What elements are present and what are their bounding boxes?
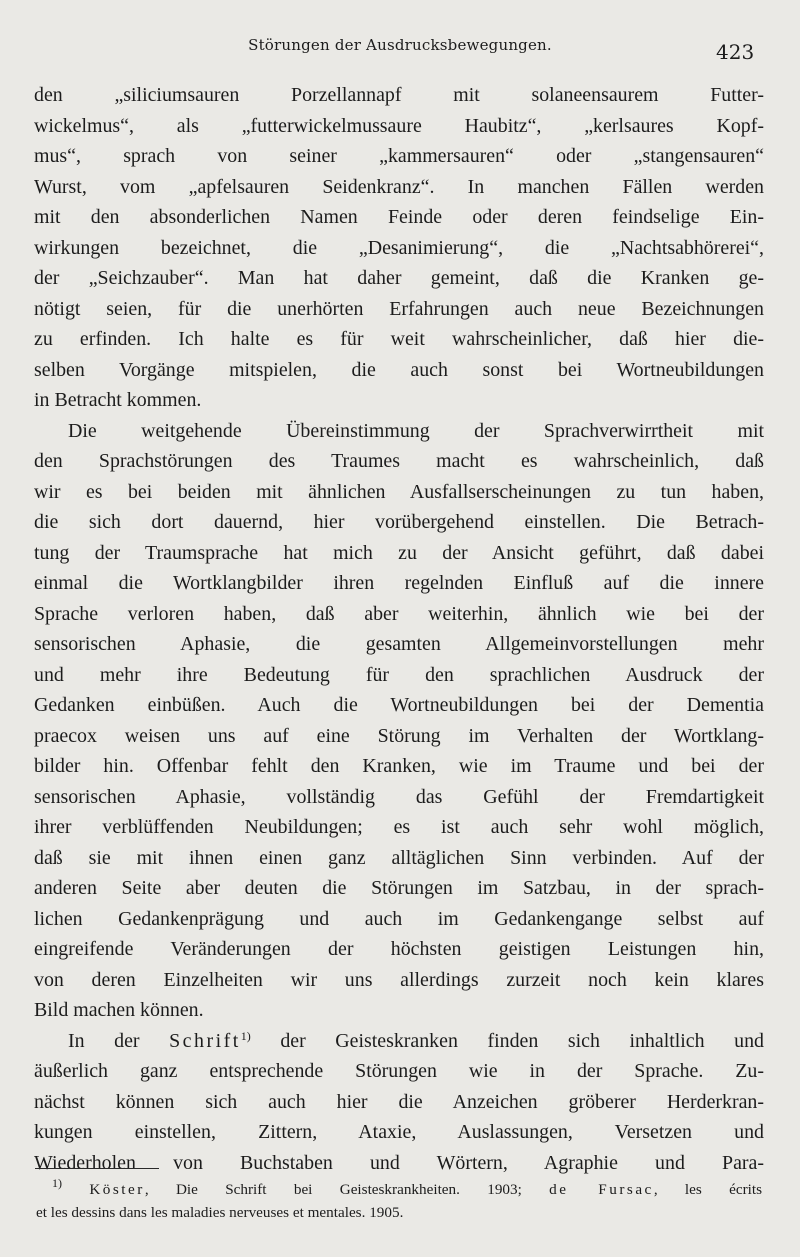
text-line: wirkungen bezeichnet, die „Desanimierung“, die „Nachtsabhörerei“, — [34, 236, 764, 259]
schrift-line-after: der Geisteskranken finden sich inhaltlich und — [250, 1029, 764, 1052]
body-text — [34, 80, 764, 1178]
paragraph-end-line: Bild machen können. — [34, 999, 204, 1021]
text-line: bilder hin. Offenbar fehlt den Kranken, wie im Traume und bei der — [34, 755, 764, 777]
paragraph-end-line: in Betracht kommen. — [34, 389, 202, 411]
spaced-emphasis: Schrift — [169, 1029, 241, 1052]
text-line: Wurst, vom „apfelsauren Seidenkranz“. In manchen Fällen werden — [34, 175, 764, 198]
text-line: nächst können sich auch hier die Anzeichen gröberer Herderkran- — [34, 1090, 764, 1113]
schrift-line-before: In der — [68, 1029, 170, 1052]
footnote-marker: 1) — [52, 1176, 62, 1190]
text-line: praecox weisen uns auf eine Störung im Verhalten der Wortklang- — [34, 724, 764, 747]
text-line: wir es bei beiden mit ähnlichen Ausfallserscheinungen zu tun haben, — [34, 480, 764, 503]
text-line: anderen Seite aber deuten die Störungen im Satzbau, in der sprach- — [34, 877, 764, 899]
footnote-text: , les écrits — [653, 1181, 763, 1198]
text-line: nötigt seien, für die unerhörten Erfahrungen auch neue Bezeichnungen — [34, 297, 764, 320]
text-line: Gedanken einbüßen. Auch die Wortneubildungen bei der Dementia — [34, 694, 764, 716]
text-line: wickelmus“, als „futterwickelmussaure Haubitz“, „kerlsaures Kopf- — [34, 114, 764, 137]
paragraph-start-line: Die weitgehende Übereinstimmung der Sprachverwirrtheit mit — [68, 419, 764, 442]
text-line: von deren Einzelheiten wir uns allerdings zurzeit noch kein klares — [34, 968, 764, 991]
footnote-line — [36, 1178, 762, 1201]
text-line: und mehr ihre Bedeutung für den sprachlichen Ausdruck der — [34, 663, 764, 686]
footnote-author: Köster — [89, 1181, 145, 1198]
running-head: Störungen der Ausdrucksbewegungen. — [248, 36, 552, 54]
footnote-marker[interactable]: 1) — [240, 1028, 251, 1043]
footnote-line: et les dessins dans les maladies nerveuses et mentales. 1905. — [36, 1204, 404, 1221]
page-number: 423 — [716, 40, 755, 64]
text-line: den Sprachstörungen des Traumes macht es wahrscheinlich, daß — [34, 450, 764, 472]
text-line: Sprache verloren haben, daß aber weiterhin, ähnlich wie bei der — [34, 602, 764, 625]
text-line: daß sie mit ihnen einen ganz alltäglichen Sinn verbinden. Auf der — [34, 846, 764, 869]
footnote-divider — [35, 1168, 159, 1169]
text-line: ihrer verblüffenden Neubildungen; es ist auch sehr wohl möglich, — [34, 816, 764, 838]
text-line: die sich dort dauernd, hier vorübergehend einstellen. Die Betrach- — [34, 511, 764, 533]
paragraph-start-line — [34, 1026, 764, 1057]
text-line: sensorischen Aphasie, vollständig das Gefühl der Fremdartigkeit — [34, 785, 764, 808]
text-line: lichen Gedankenprägung und auch im Gedankengange selbst auf — [34, 907, 764, 930]
footnote-text: , Die Schrift bei Geisteskrankheiten. 1903; — [144, 1181, 550, 1198]
text-line: einmal die Wortklangbilder ihren regelnden Einfluß auf die innere — [34, 572, 764, 594]
text-line: sensorischen Aphasie, die gesamten Allgemeinvorstellungen mehr — [34, 633, 764, 655]
footnote-author: de Fursac — [549, 1181, 654, 1198]
text-line: Wiederholen von Buchstaben und Wörtern, Agraphie und Para- — [34, 1151, 764, 1174]
text-line: mus“, sprach von seiner „kammersauren“ oder „stangensauren“ — [34, 145, 764, 167]
text-line: kungen einstellen, Zittern, Ataxie, Auslassungen, Versetzen und — [34, 1121, 764, 1143]
text-line: zu erfinden. Ich halte es für weit wahrscheinlicher, daß hier die- — [34, 328, 764, 350]
text-line: tung der Traumsprache hat mich zu der Ansicht geführt, daß dabei — [34, 541, 764, 564]
text-line: mit den absonderlichen Namen Feinde oder deren feindselige Ein- — [34, 206, 764, 228]
text-line: selben Vorgänge mitspielen, die auch sonst bei Wortneubildungen — [34, 358, 764, 381]
text-line: den „siliciumsauren Porzellannapf mit solaneensaurem Futter- — [34, 84, 764, 106]
text-line: äußerlich ganz entsprechende Störungen wie in der Sprache. Zu- — [34, 1060, 764, 1082]
text-line: der „Seichzauber“. Man hat daher gemeint, daß die Kranken ge- — [34, 267, 764, 289]
text-line: eingreifende Veränderungen der höchsten geistigen Leistungen hin, — [34, 938, 764, 960]
footnote — [36, 1178, 762, 1224]
